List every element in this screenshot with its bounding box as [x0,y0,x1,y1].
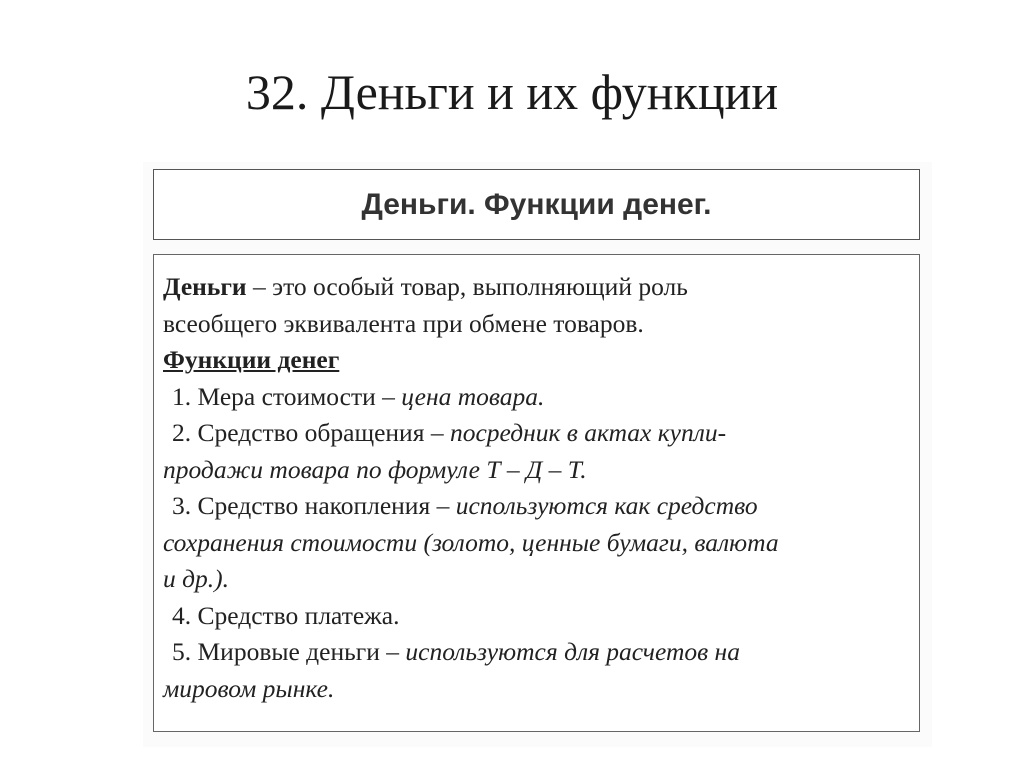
function-dash: – [424,418,450,447]
function-description: цена товара. [401,381,545,411]
function-dash: – [430,491,456,520]
function-description: посредник в актах купли- [449,418,727,447]
function-description: используются как средство [455,491,758,520]
function-dash: – [379,637,406,666]
function-name: 2. Средство обращения [172,418,425,447]
definition-term: Деньги [163,272,247,301]
definition-line-2: всеобщего эквивалента при обмене товаров. [163,308,644,338]
slide-title: 32. Деньги и их функции [245,64,779,120]
function-item-1 [163,379,909,416]
function-item-4 [163,598,909,635]
function-name: 1. Мера стоимости [172,381,376,411]
function-item-3 [163,488,909,525]
function-dash: – [375,381,402,411]
definition-text: – это особый товар, выполняющий роль [246,272,688,301]
figure-header: Деньги. Функции денег. [153,169,920,240]
functions-heading: Функции денег [163,345,340,374]
function-name: 5. Мировые деньги [172,637,380,666]
function-item-5-continuation: мировом рынке. [163,673,335,703]
function-item-2-continuation: продажи товара по формуле Т – Д – Т. [163,454,587,484]
function-item-3-continuation: и др.). [163,564,230,593]
figure-content [153,254,920,732]
function-name: 4. Средство платежа. [172,600,400,630]
function-description: используются для расчетов на [405,637,740,666]
definition-line-1 [163,269,909,306]
money-functions-figure [143,162,932,747]
function-item-3-continuation: сохранения стоимости (золото, ценные бумаги, валюта [163,527,779,557]
function-name: 3. Средство накопления [172,491,431,520]
function-item-2 [163,415,909,452]
function-item-5 [163,634,909,671]
